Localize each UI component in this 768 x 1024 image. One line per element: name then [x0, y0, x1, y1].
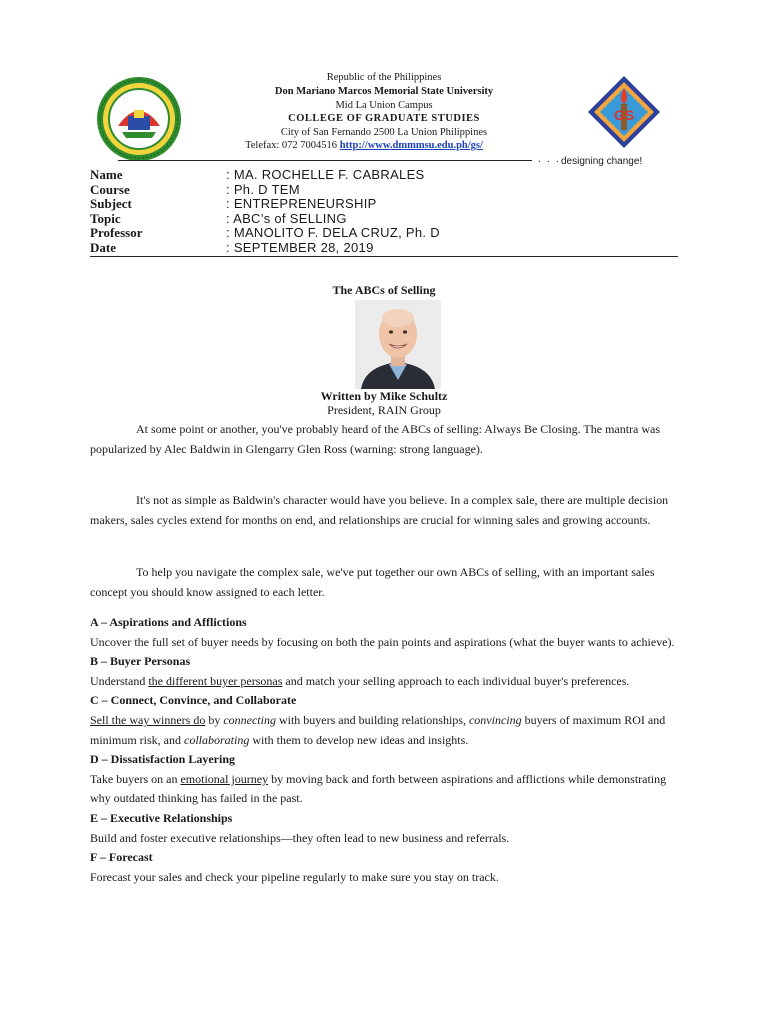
italic-span: connecting — [223, 712, 276, 727]
section-f-body: Forecast your sales and check your pipeline regularly to make sure you stay on track. — [90, 869, 499, 884]
sell-winners-link[interactable]: Sell the way winners do — [90, 712, 206, 727]
italic-span: collaborating — [184, 732, 250, 747]
author-byline: Written by Mike Schultz — [320, 389, 448, 403]
info-value: : SEPTEMBER 28, 2019 — [226, 239, 374, 255]
info-row-date — [90, 241, 680, 256]
letterhead-campus: Mid La Union Campus — [335, 100, 433, 111]
paragraph-navigate: To help you navigate the complex sale, we've put together our own ABCs of selling, with an important sales concept you should know assigned to each letter. — [90, 565, 655, 599]
section-d-body — [90, 770, 680, 809]
text-span: with buyers and building relationships, — [275, 712, 469, 727]
author-role: President, RAIN Group — [327, 403, 441, 417]
info-row-subject — [90, 197, 680, 212]
paragraph-complex-sale: It's not as simple as Baldwin's character would have you believe. In a complex sale, there are multiple decision makers, sales cycles extend for months on end, and relationships are crucial for winning sales and growing accounts. — [90, 493, 669, 527]
info-value: : MA. ROCHELLE F. CABRALES — [226, 167, 425, 182]
info-key: Name — [90, 167, 123, 182]
info-value: : ENTREPRENEURSHIP — [226, 196, 377, 212]
info-row-topic — [90, 212, 680, 227]
text-span: Understand — [90, 673, 149, 688]
section-b-heading: B – Buyer Personas — [90, 654, 191, 669]
letterhead-contact — [0, 140, 748, 151]
buyer-personas-link[interactable]: the different buyer personas — [148, 673, 283, 688]
letterhead-college: COLLEGE OF GRADUATE STUDIES — [288, 113, 480, 124]
info-row-name — [90, 168, 680, 183]
paragraph-intro: At some point or another, you've probably heard of the ABCs of selling: Always Be Closing. The mantra was popularized by Alec Baldwin in Glengarry Glen Ross (warning: strong language). — [90, 422, 661, 456]
section-d-heading: D – Dissatisfaction Layering — [90, 752, 235, 767]
text-span: by moving back and forth between aspirations and afflictions while demonstrating why outdated thinking has failed in the past. — [90, 771, 667, 806]
letterhead-republic: Republic of the Philippines — [326, 72, 442, 83]
section-e-body: Build and foster executive relationships—they often lead to new business and referrals. — [90, 830, 510, 845]
section-c-body — [90, 711, 680, 750]
telefax-text: Telefax: 072 7004516 — [245, 140, 340, 151]
info-value: : Ph. D TEM — [226, 181, 300, 197]
text-span: buyers of maximum ROI and minimum risk, and — [90, 712, 666, 747]
info-value: : MANOLITO F. DELA CRUZ, Ph. D — [226, 225, 440, 241]
info-rule — [90, 256, 678, 257]
info-row-professor — [90, 226, 680, 241]
letterhead-rule — [118, 160, 532, 161]
text-span: Take buyers on an — [90, 771, 181, 786]
section-f-heading: F – Forecast — [90, 850, 153, 865]
section-b-body — [90, 672, 680, 692]
section-a-heading: A – Aspirations and Afflictions — [90, 615, 247, 629]
text-span: and match your selling approach to each individual buyer's preferences. — [282, 673, 630, 688]
author-photo — [355, 300, 441, 389]
student-info-block — [90, 168, 680, 256]
info-key: Professor — [90, 225, 143, 241]
info-key: Subject — [90, 196, 132, 212]
article-title: The ABCs of Selling — [332, 283, 436, 297]
letterhead-university: Don Mariano Marcos Memorial State University — [274, 86, 494, 97]
section-a-body: Uncover the full set of buyer needs by focusing on both the pain points and aspirations (what the buyer wants to achieve). — [90, 634, 675, 649]
info-key: Topic — [90, 210, 121, 226]
info-row-course — [90, 183, 680, 198]
info-value: : ABC’s of SELLING — [226, 210, 347, 226]
letterhead-address: City of San Fernando 2500 La Union Philippines — [280, 127, 488, 138]
letterhead-slogan: designing change! — [561, 156, 643, 167]
logo-gs-text: GS — [614, 107, 635, 123]
website-link[interactable]: http://www.dmmmsu.edu.ph/gs/ — [339, 140, 483, 151]
emotional-journey-link[interactable]: emotional journey — [180, 771, 269, 786]
text-span: with them to develop new ideas and insights. — [249, 732, 469, 747]
author-portrait-icon — [355, 300, 441, 389]
info-key: Course — [90, 181, 130, 197]
text-span: by — [205, 712, 224, 727]
section-c-heading: C – Connect, Convince, and Collaborate — [90, 693, 297, 708]
italic-span: convincing — [468, 712, 522, 727]
abc-sections — [90, 613, 680, 887]
section-e-heading: E – Executive Relationships — [90, 810, 233, 825]
letterhead-dots: . . . — [538, 154, 561, 165]
info-key: Date — [90, 239, 116, 255]
